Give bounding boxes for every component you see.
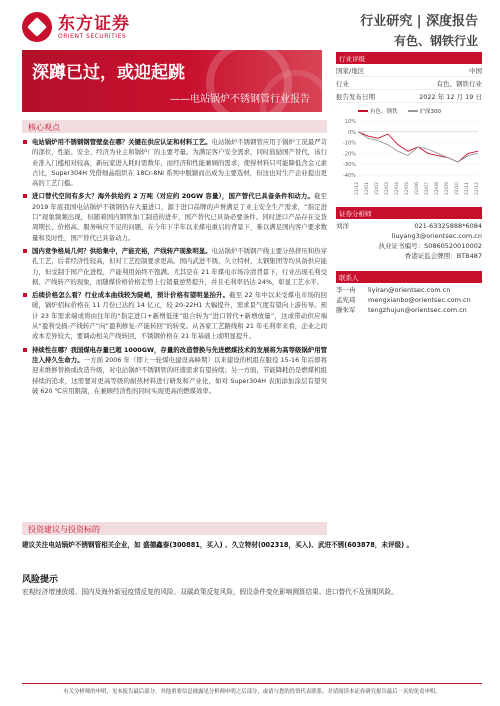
x-tick-label: 22/06 xyxy=(415,182,420,195)
series-line xyxy=(358,132,478,162)
footer-divider xyxy=(22,683,482,684)
legend-label: 有色、钢铁 xyxy=(370,109,398,115)
footer-disclaimer: 有关分析师的申明，见本报告最后部分。其他重要信息披露见分析师申明之后部分，或请与您的投资代表联系。并请阅读本证券研究报告最后一页的免责申明。 xyxy=(63,689,441,695)
chart-svg xyxy=(336,115,482,197)
analyst-header: 证券分析师 xyxy=(336,207,482,219)
company-name-cn: 东方证券 xyxy=(58,13,130,34)
contact-email[interactable]: mengxianbo@orientsec.com.cn xyxy=(368,296,471,304)
x-tick-label: 22/05 xyxy=(405,182,410,195)
report-industry: 有色、钢铁行业 xyxy=(393,34,478,48)
report-subtitle: ——电站锅炉不锈钢管行业报告 xyxy=(170,94,310,105)
core-view-text: 电站锅炉不锈钢产线主要分热挤压和热穿孔工艺，后者经济性较高，但对工艺控制要求更高。国内武进不锈、久立特材、太钢集团等均具备供应能力，但受制于国产化进程，产能利用始终不饱满。尤其是在 21 年煤电市场冷清背景下，行业出现毛利受损、产线转产的现象，而随煤价格价格走势上行销量逆势提升，并且毛利率仍达 24%，彰显工艺水平。 xyxy=(32,246,327,286)
info-value: 2022 年 12 月 19 日 xyxy=(419,92,482,101)
core-views-list xyxy=(22,137,327,396)
main-column xyxy=(22,120,327,399)
rating-label: 行业评级 xyxy=(339,54,365,63)
y-tick-label: 10% xyxy=(344,119,356,125)
info-key: 国家/地区 xyxy=(336,66,365,75)
contact-email[interactable]: tengzhujun@orientsec.com.cn xyxy=(368,306,467,314)
info-row xyxy=(336,90,482,103)
analyst-license: 香港证监会牌照：BTB487 xyxy=(404,252,482,260)
contacts-list xyxy=(336,283,482,315)
core-view-heading: 后续价格怎么看？行业成本曲线较为陡峭，预计价格有望明显抬升。 xyxy=(32,291,230,300)
contact-item xyxy=(336,295,482,305)
legend-label: 沪深300 xyxy=(419,109,442,115)
report-type: 行业研究 | 深度报告 xyxy=(360,14,478,29)
x-tick-label: 22/03 xyxy=(385,182,390,195)
x-tick-label: 22/10 xyxy=(455,182,460,195)
report-title: 深蹲已过，或迎起跳 xyxy=(32,63,185,83)
x-tick-label: 21/12 xyxy=(355,182,360,195)
info-row xyxy=(336,77,482,90)
risk-title: 风险提示 xyxy=(22,575,59,585)
x-tick-label: 22/09 xyxy=(445,182,450,195)
y-tick-label: 0% xyxy=(348,129,356,136)
info-key: 报告发布日期 xyxy=(336,92,375,101)
legend-swatch xyxy=(358,110,368,112)
report-header xyxy=(360,10,478,49)
rating-value: 看好（维持） xyxy=(431,53,479,63)
info-value: 中国 xyxy=(469,66,482,75)
investment-text: 建议关注电站锅炉不锈钢管相关企业，如 盛德鑫泰(300881，买入) 、久立特材(002318，买入)、武进不锈(603878，未评级) 。 xyxy=(22,541,414,549)
title-banner xyxy=(22,50,322,112)
core-view-item xyxy=(22,246,327,287)
info-key: 行业 xyxy=(336,79,349,88)
contact-name: 李一冉 xyxy=(336,286,356,294)
legend-swatch xyxy=(408,110,418,112)
analyst-tel: 021-63325888*6084 xyxy=(414,222,482,230)
contacts-header: 联系人 xyxy=(336,271,482,283)
core-view-heading: 持续性在哪？我国煤电存量已超 1000GW，存量的改造替换与先进燃煤技术的发展将为高等级锅炉用管注入持久生命力。 xyxy=(32,345,327,364)
y-tick-label: -10% xyxy=(343,140,356,147)
core-views-header: 核心观点 xyxy=(22,120,327,133)
analyst-email[interactable]: liuyang3@orientsec.com.cn xyxy=(391,232,482,240)
x-tick-label: 22/04 xyxy=(395,182,400,195)
contact-item xyxy=(336,285,482,295)
y-tick-label: -30% xyxy=(343,162,356,169)
core-view-text: 一方面 2006 年（即上一轮煤电建设高峰期）以来建设的机组在服役 15-16 年后即将迎来维修替换或改造升级，对电站锅炉不锈钢管的旺盛需求有望持续；另一方面，节能降耗仍是燃煤机组持续的追求，这需要对更高等级的耐热材料进行研发和产业化，如对 Super304H 表面添加涂层有望突破 620 ℃应用限制，在兼顾经济性的同时实现更高的燃煤效率。 xyxy=(32,355,328,395)
company-name-en: ORIENT SECURITIES xyxy=(58,32,127,40)
risk-text: 宏观经济增速放缓、国内及海外新冠疫情反复的风险、双碳政策反复风险，假设条件变化影响测算结果、进口替代不及预期风险。 xyxy=(22,588,398,596)
core-view-text: 电站锅炉不锈钢管应用于锅炉工况最严苛的部位，性能、安全、经济为业主和锅炉厂的主要考量。为满足客户安全需求，同时鼓励国产替代，该行业准入门槛相对较高，新玩家进入耗时需数年，而经济和性能兼顾的需求，使得材料只可能降低含金元素占比，Super304H 凭借细晶组织在 18Cr-8Ni 系列中脱颖而出成为主要选材，但这也对生产企业提出更高的工艺门槛。 xyxy=(32,138,327,188)
x-tick-label: 22/07 xyxy=(425,182,430,195)
core-view-text: 截至 22 年中以来受煤电市场的回暖，锅炉招标价格在 11 月份已达约 14 亿元，较 20-22H1 大幅提升，需求景气度有望向上游传导。预计 23 年需求端或将由往年的“指定进口+新增低迷”组合转为“进口替代+新增放量”，这或带动供应端从“盈利受损-产线转产”向“盈利修复-产能转回”的转变。从各家工艺路线和 21 年毛利率来看，企业之间成本差异较大，要调动相关产线转回，不锈钢价格在 21 年基础上或明显提升。 xyxy=(32,291,327,341)
contact-name: 孟宪琦 xyxy=(336,296,356,304)
analyst-name: 刘洋 xyxy=(336,222,349,230)
info-value: 有色、钢铁行业 xyxy=(436,79,482,88)
y-tick-label: -20% xyxy=(343,151,356,158)
x-tick-label: 22/11 xyxy=(465,182,470,195)
contact-email[interactable]: liyiran@orientsec.com.cn xyxy=(368,286,451,294)
side-panel xyxy=(336,52,482,315)
x-tick-label: 22/02 xyxy=(375,182,380,195)
core-view-item xyxy=(22,137,327,188)
core-view-item xyxy=(22,191,327,242)
legend-item xyxy=(358,107,398,115)
chart-legend xyxy=(358,107,482,115)
x-tick-label: 22/01 xyxy=(365,182,370,195)
analyst-block xyxy=(336,219,482,263)
contact-name: 滕朱军 xyxy=(336,306,356,314)
core-view-item xyxy=(22,290,327,341)
y-tick-label: -40% xyxy=(343,173,356,179)
core-view-text: 截至 2019 年底我国电站锅炉不锈钢仍存大量进口，源于进口品牌的声誉满足了业主安全生产需求，“指定进口”现象频频出现，但随着国内钢管加工制造的进步，国产替代已具备必要条件。同时进口产品存在交货周期长、价格高、服务响应不足的问题，在今年下半年以来煤电重启的背景下，难以满足国内客户要求数量和及时性，国产替代已具备动力。 xyxy=(32,192,327,242)
core-view-heading: 进口替代空间有多大？海外供给约 2 万吨（对应约 20GW 容量），国产替代已具备条件和动力。 xyxy=(32,192,315,201)
analyst-cert: 执业证书编号：S0860520010002 xyxy=(378,242,482,250)
contact-item xyxy=(336,305,482,315)
core-view-item xyxy=(22,345,327,396)
legend-item xyxy=(408,107,442,115)
company-logo xyxy=(22,12,130,42)
info-row xyxy=(336,64,482,77)
logo-diamond-icon xyxy=(22,12,52,42)
performance-chart xyxy=(336,107,482,199)
core-view-heading: 电站锅炉用不锈钢钢管壁垒在哪？关键在供应认证和材料工艺。 xyxy=(32,138,212,146)
investment-header: 投资建议与投资标的 xyxy=(22,522,327,535)
rating-header xyxy=(336,52,482,64)
x-tick-label: 22/12 xyxy=(475,182,480,195)
core-view-heading: 国内竞争格局几何？供给集中，产能充裕，产线转产现象明显。 xyxy=(32,246,212,255)
x-tick-label: 22/08 xyxy=(435,182,440,195)
